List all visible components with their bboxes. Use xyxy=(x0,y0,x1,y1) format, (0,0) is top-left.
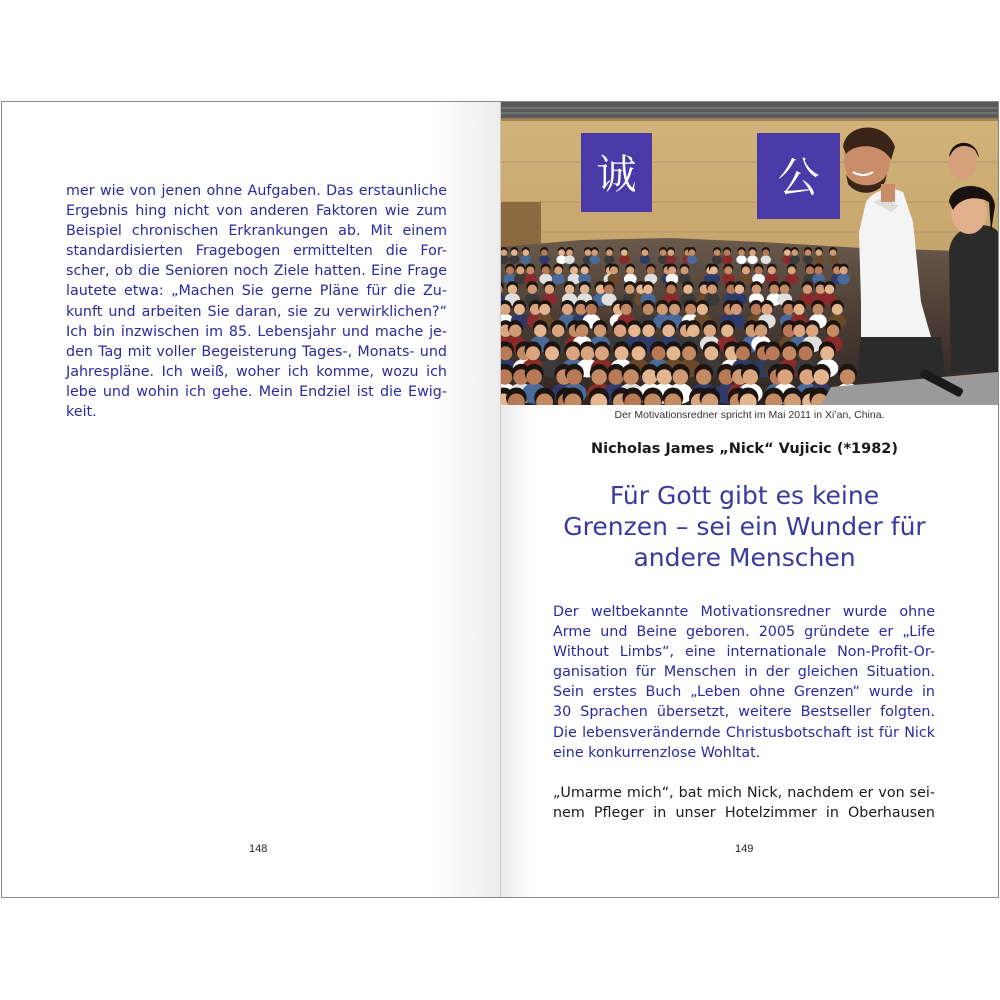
crowd-person-body xyxy=(803,255,813,264)
text-line: mer wie von jenen ohne Aufgaben. Das erstaunliche xyxy=(66,183,447,199)
crowd-person-face xyxy=(506,266,514,274)
text-line: Without Limbs“, eine internationale Non-Profit-Or- xyxy=(553,644,935,661)
woman-right xyxy=(949,186,998,372)
crowd-person-face xyxy=(735,285,745,295)
crowd-person-face xyxy=(812,304,823,315)
crowd-person-face xyxy=(528,285,538,295)
crowd-person-face xyxy=(687,325,699,337)
crowd-person-body xyxy=(687,255,697,264)
body-paragraph xyxy=(553,783,935,823)
crowd-person-face xyxy=(591,369,606,384)
crowd-person-face xyxy=(768,266,776,274)
text-line: Ergebnis hing nicht von anderen Faktoren wie zum xyxy=(66,203,447,220)
crowd-person-face xyxy=(668,249,675,256)
crowd-person-face xyxy=(696,369,711,384)
event-photo xyxy=(501,102,998,405)
page-number-right: 149 xyxy=(735,843,754,855)
crowd-person-face xyxy=(780,285,790,295)
crowd-person-face xyxy=(782,346,796,360)
crowd-person-face xyxy=(608,369,623,384)
banner-right-char: 公 xyxy=(777,153,820,202)
crowd-person-face xyxy=(749,249,756,256)
crowd-person-face xyxy=(815,266,823,274)
crowd-person-face xyxy=(794,304,805,315)
crowd-person-face xyxy=(751,304,762,315)
crowd-person-face xyxy=(642,249,649,256)
crowd-person-face xyxy=(666,346,680,360)
crowd-person-face xyxy=(814,369,829,384)
crowd-person-body xyxy=(666,255,676,264)
crowd-person-face xyxy=(682,346,696,360)
headline-line: Für Gott gibt es keine xyxy=(609,481,880,510)
crowd-person-face xyxy=(643,304,654,315)
text-line: „Umarme mich“, bat mich Nick, nachdem er von sei- xyxy=(553,785,935,801)
crowd-person-face xyxy=(827,325,839,337)
crowd-person-face xyxy=(788,266,796,274)
crowd-person-face xyxy=(736,346,750,360)
crowd-person-face xyxy=(668,266,676,274)
crowd-person-face xyxy=(614,325,626,337)
headline-line: andere Menschen xyxy=(633,543,856,572)
text-line: den Tag mit voller Begeisterung Tages-, Monats- und xyxy=(66,343,447,360)
crowd-person-body xyxy=(552,274,565,285)
crowd-person-body xyxy=(722,255,732,264)
text-line: lautete etwa: „Machen Sie gerne Pläne für die Zu- xyxy=(66,283,447,300)
crowd-person-face xyxy=(754,266,762,274)
crowd-person-face xyxy=(724,249,731,256)
crowd-person-face xyxy=(615,346,629,360)
text-line: Der weltbekannte Motivationsredner wurde ohne xyxy=(553,604,935,620)
crowd-person-face xyxy=(610,266,618,274)
crowd-person-face xyxy=(565,285,575,295)
crowd-person-face xyxy=(710,266,718,274)
crowd-person-face xyxy=(516,266,524,274)
headline-line: Grenzen – sei ein Wunder für xyxy=(563,512,926,541)
crowd-person-face xyxy=(509,325,521,337)
crowd-person-face xyxy=(545,346,559,360)
crowd-person-body xyxy=(564,255,574,264)
crowd-person-face xyxy=(660,249,667,256)
crowd-person-face xyxy=(595,346,609,360)
crowd-person-face xyxy=(526,369,541,384)
crowd-person-face xyxy=(632,346,646,360)
crowd-person-face xyxy=(816,285,826,295)
text-line: keit. xyxy=(66,404,97,421)
crowd-person-face xyxy=(580,285,590,295)
crowd-person-body xyxy=(837,274,850,285)
text-line: Ich bin inzwischen im 85. Lebensjahr und mache je- xyxy=(66,323,447,340)
text-line: standardisierten Fragebogen ermittelten die For- xyxy=(66,243,447,260)
crowd-person-face xyxy=(738,249,745,256)
crowd-person-face xyxy=(731,304,742,315)
crowd-person-face xyxy=(689,249,696,256)
text-line: kunft und arbeiten Sie daran, sie zu verwirklichen?“ xyxy=(66,303,447,320)
crowd-person-body xyxy=(761,255,771,264)
crowd-person-body xyxy=(640,255,650,264)
crowd-person-face xyxy=(791,249,798,256)
crowd-person-face xyxy=(558,249,565,256)
crowd-person-face xyxy=(534,325,546,337)
crowd-person-face xyxy=(526,266,534,274)
page-number-left: 148 xyxy=(249,843,268,855)
text-line: scher, ob die Senioren noch Ziele hatten. Eine Frage xyxy=(66,263,447,280)
left-page-text xyxy=(66,181,447,422)
crowd-person-body xyxy=(828,255,838,264)
chapter-headline xyxy=(501,480,988,573)
crowd-person-face xyxy=(628,325,640,337)
crowd-person-face xyxy=(825,285,835,295)
crowd-person-face xyxy=(755,325,767,337)
crowd-person-face xyxy=(554,266,562,274)
crowd-person-face xyxy=(567,369,582,384)
crowd-person-face xyxy=(566,346,580,360)
crowd-person-face xyxy=(642,325,654,337)
crowd-person-face xyxy=(766,346,780,360)
text-line: ganisation für Menschen in der gleichen Situation. xyxy=(553,664,935,681)
crowd-person-face xyxy=(784,249,791,256)
text-line: nem Pfleger in unser Hotelzimmer in Oberhausen xyxy=(553,805,935,822)
crowd-person-face xyxy=(815,249,822,256)
crowd-person-face xyxy=(542,266,550,274)
crowd-person-face xyxy=(621,304,632,315)
text-line: lebe und wohin ich gehe. Mein Endziel ist die Ewig- xyxy=(66,383,447,400)
crowd-person-face xyxy=(657,369,672,384)
left-page xyxy=(2,102,501,897)
crowd-person-face xyxy=(652,346,666,360)
text-line: Die lebensverändernde Christusbotschaft ist für Nick xyxy=(553,724,935,741)
crowd-person-face xyxy=(511,249,518,256)
crowd-person-face xyxy=(721,325,733,337)
crowd-person-face xyxy=(673,369,688,384)
crowd-person-face xyxy=(604,285,614,295)
right-page xyxy=(501,102,998,897)
crowd-person-face xyxy=(805,249,812,256)
crowd-person-body xyxy=(736,255,746,264)
crowd-person-face xyxy=(704,346,718,360)
crowd-person-face xyxy=(581,266,589,274)
crowd-person-face xyxy=(793,325,805,337)
crowd-person-face xyxy=(576,325,588,337)
crowd-person-face xyxy=(799,346,813,360)
text-line: Jahrespläne. Ich weiß, woher ich komme, wozu ich xyxy=(66,363,447,380)
crowd-person-face xyxy=(669,304,680,315)
text-line: Arme und Beine geboren. 2005 gründete er „Life xyxy=(553,624,935,641)
crowd-person-face xyxy=(623,369,638,384)
text-line: Beispiel chronischen Erkrankungen ab. Mit einem xyxy=(66,223,447,240)
crowd-person-face xyxy=(704,325,716,337)
crowd-person-face xyxy=(752,285,762,295)
crowd-person-face xyxy=(562,304,573,315)
crowd-person-face xyxy=(545,285,555,295)
text-line: 30 Sprachen übersetzt, weitere Bestseller folgten. xyxy=(553,704,935,721)
crowd-person-face xyxy=(806,325,818,337)
crowd-person-face xyxy=(803,285,813,295)
book-spread xyxy=(1,101,999,898)
crowd-person-face xyxy=(769,285,779,295)
crowd-person-face xyxy=(662,325,674,337)
crowd-person-face xyxy=(539,304,550,315)
crowd-person-face xyxy=(625,285,635,295)
crowd-person-face xyxy=(626,266,634,274)
crowd-person-face xyxy=(541,249,548,256)
crowd-person-body xyxy=(604,255,614,264)
crowd-person-face xyxy=(552,325,564,337)
crowd-person-face xyxy=(724,266,732,274)
crowd-person-face xyxy=(666,285,676,295)
crowd-person-face xyxy=(680,266,688,274)
crowd-person-face xyxy=(508,285,518,295)
crowd-person-face xyxy=(621,249,628,256)
banner-left-char: 诚 xyxy=(596,152,637,198)
crowd-person-face xyxy=(581,346,595,360)
crowd-person-face xyxy=(570,266,578,274)
crowd-person-face xyxy=(743,369,758,384)
crowd-person-face xyxy=(643,285,653,295)
crowd-person-face xyxy=(830,249,837,256)
crowd-person-face xyxy=(606,249,613,256)
text-line: Sein erstes Buch „Leben ohne Grenzen“ wurde in xyxy=(553,684,935,701)
crowd-person-face xyxy=(566,249,573,256)
crowd-person-face xyxy=(523,249,530,256)
crowd-person-body xyxy=(589,255,599,264)
crowd-person-body xyxy=(814,255,824,264)
crowd-person-face xyxy=(832,304,843,315)
crowd-person-body xyxy=(509,255,519,264)
crowd-person-face xyxy=(840,369,855,384)
crowd-person-face xyxy=(685,304,696,315)
crowd-person-face xyxy=(714,249,721,256)
crowd-person-body xyxy=(712,255,722,264)
text-line: eine konkurrenzlose Wohltat. xyxy=(553,744,761,761)
crowd-person-face xyxy=(763,249,770,256)
crowd-person-face xyxy=(683,285,693,295)
photo-caption: Der Motivationsredner spricht im Mai 2011 in Xi’an, China. xyxy=(614,409,885,421)
crowd-person-body xyxy=(790,255,800,264)
crowd-person-face xyxy=(707,285,717,295)
crowd-person-face xyxy=(585,249,592,256)
crowd-person-face xyxy=(697,304,708,315)
crowd-person-face xyxy=(591,249,598,256)
crowd-person-body xyxy=(521,255,531,264)
crowd-person-face xyxy=(526,346,540,360)
person-name: Nicholas James „Nick“ Vujicic (*1982) xyxy=(590,441,899,457)
crowd-person-body xyxy=(539,255,549,264)
crowd-person-face xyxy=(777,369,792,384)
crowd-person-face xyxy=(594,325,606,337)
crowd-person-face xyxy=(647,266,655,274)
crowd-person-face xyxy=(742,266,750,274)
crowd-person-face xyxy=(586,304,597,315)
crowd-person-face xyxy=(820,346,834,360)
crowd-person-face xyxy=(761,304,772,315)
crowd-person-body xyxy=(619,255,629,264)
crowd-person-face xyxy=(806,266,814,274)
crowd-person-body xyxy=(747,255,757,264)
crowd-person-face xyxy=(657,304,668,315)
intro-paragraph xyxy=(553,602,935,763)
crowd-person-face xyxy=(840,266,848,274)
crowd-person-face xyxy=(514,304,525,315)
